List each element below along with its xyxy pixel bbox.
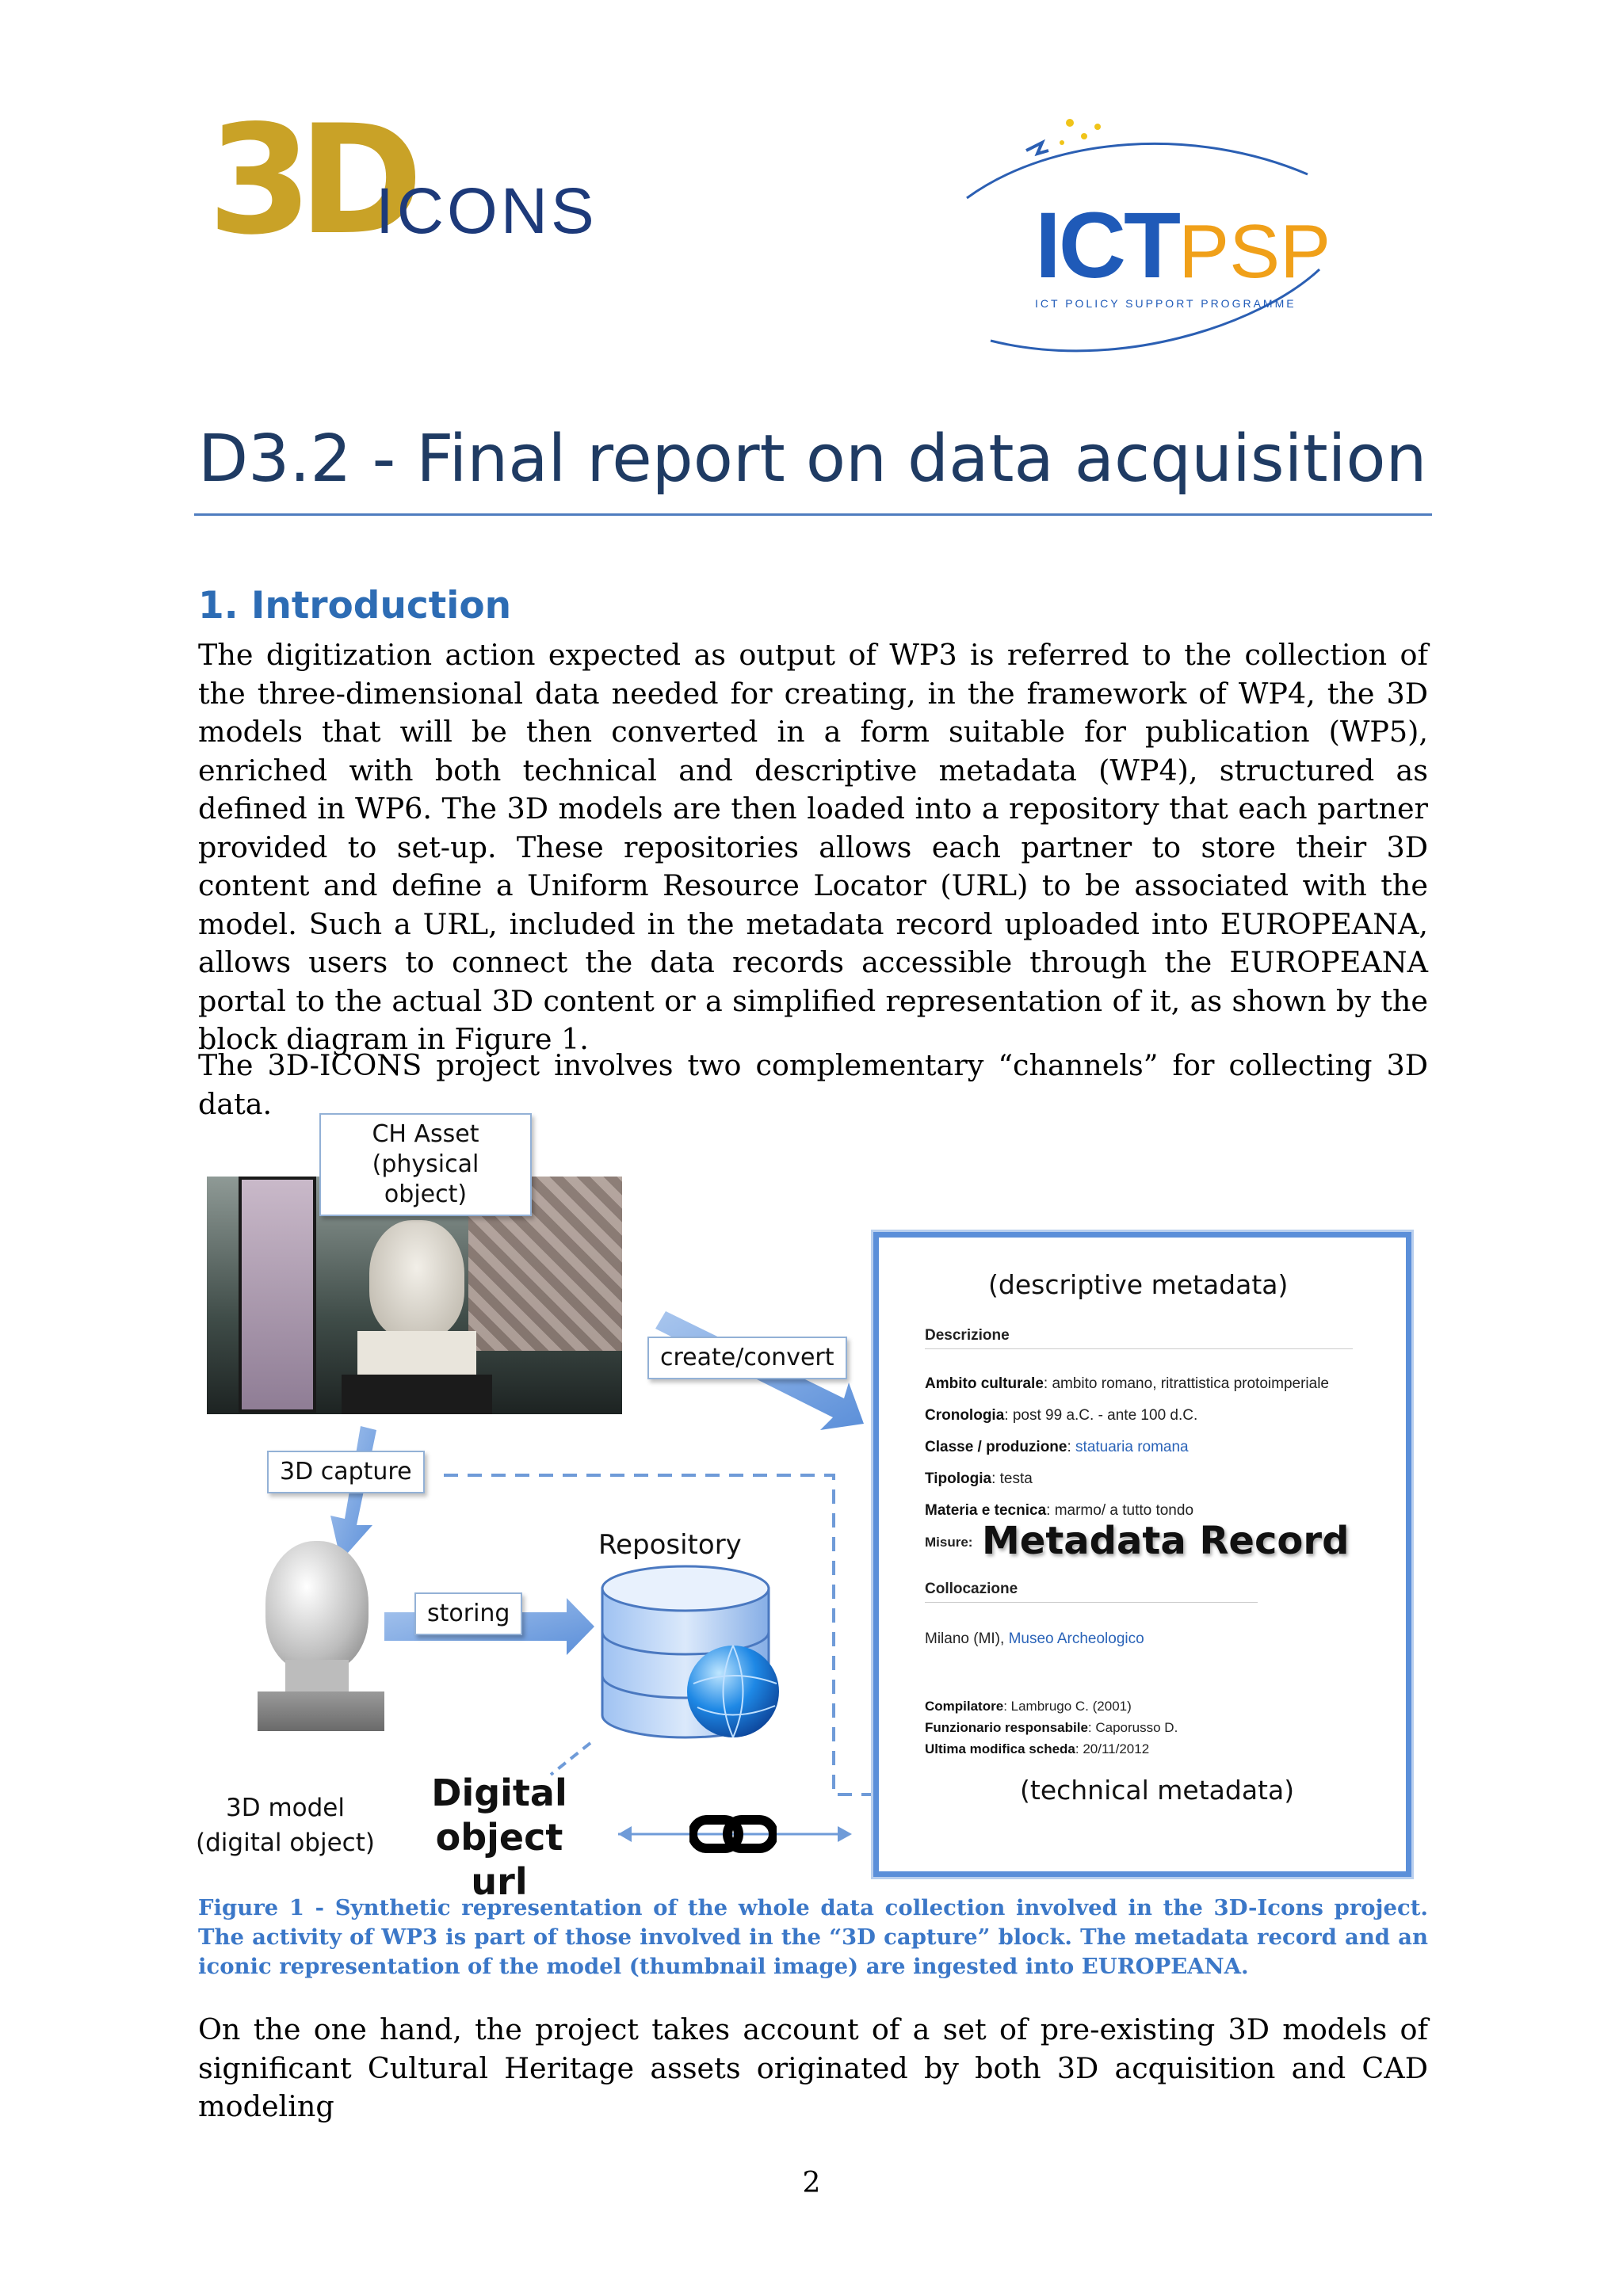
record-luogo: Milano (MI), Museo Archeologico (925, 1630, 1144, 1647)
metadata-record-panel (873, 1232, 1411, 1877)
record-ambito: Ambito culturale: ambito romano, ritrattistica protoimperiale (925, 1375, 1329, 1392)
3d-model-label: 3D model (digital object) (196, 1794, 375, 1857)
figure-caption: Figure 1 - Synthetic representation of the whole data collection involved in the 3D-Icons project. The activity of WP3 is part of those involved in the “3D capture” block. The metadata record and an iconic representation of the model (thumbnail image) are ingested into EUROPEANA. (198, 1895, 1428, 1979)
page-number: 2 (802, 2167, 821, 2199)
page-title: D3.2 - Final report on data acquisition (198, 421, 1427, 497)
channel-one-paragraph: On the one hand, the project takes account of a set of pre-existing 3D models of significant Cultural Heritage assets originated by both 3D acquisition and CAD modeling (198, 2012, 1428, 2123)
figure-1 (194, 1113, 1407, 1903)
record-descrizione: Descrizione (925, 1327, 1010, 1344)
record-divider-2 (925, 1602, 1258, 1603)
record-misure: Misure: (925, 1535, 973, 1550)
3d-model-bust (250, 1541, 388, 1731)
capture-label: 3D capture (267, 1451, 425, 1493)
section-heading: 1. Introduction (198, 584, 512, 627)
ch-asset-label: CH Asset (physical object) (319, 1113, 532, 1216)
logo-icons-text: ICONS (376, 175, 598, 247)
storing-label: storing (414, 1592, 522, 1635)
record-divider (925, 1348, 1353, 1349)
logo-ict-text: ICTPSP (1035, 193, 1331, 298)
technical-metadata-label: (technical metadata) (1020, 1775, 1295, 1806)
3d-icons-logo (208, 93, 598, 268)
digital-object-url-label: Digital object url (431, 1772, 567, 1903)
record-collocazione: Collocazione (925, 1581, 1018, 1597)
logo-3d-mark: 3D (208, 93, 409, 268)
database-icon (586, 1565, 792, 1755)
title-divider (194, 513, 1432, 516)
repository-label: Repository (598, 1529, 742, 1561)
ict-psp-logo (959, 111, 1331, 372)
logo-ict-subtitle: ICT POLICY SUPPORT PROGRAMME (1035, 297, 1296, 310)
record-materia: Materia e tecnica: marmo/ a tutto tondo (925, 1502, 1194, 1519)
link-chain-icon (689, 1810, 777, 1858)
record-classe: Classe / produzione: statuaria romana (925, 1439, 1189, 1455)
intro-paragraph: The digitization action expected as output of WP3 is referred to the collection of the three-dimensional data needed for creating, in the framework of WP4, the 3D models that will be then converted in a form suitable for publication (WP5), enriched with both technical and descriptive metadata (WP4), structured as defined in WP6. The 3D models are then loaded into a repository that each partner provided to set-up. These repositories allows each partner to store their 3D content and define a Uniform Resource Locator (URL) to be associated with the model. Such a URL, included in the metadata record uploaded into EUROPEANA, allows users to connect the data records accessible through the EUROPEANA portal to the actual 3D content or a simplified representation of it, as shown by the block diagram in Figure 1. (198, 638, 1428, 1056)
create-convert-label: create/convert (647, 1337, 847, 1379)
descriptive-metadata-label: (descriptive metadata) (988, 1269, 1289, 1300)
metadata-record-title: Metadata Record (982, 1519, 1350, 1563)
record-compilatore: Compilatore: Lambrugo C. (2001) (925, 1699, 1132, 1714)
channels-paragraph: The 3D-ICONS project involves two complementary “channels” for collecting 3D data. (198, 1048, 1428, 1121)
record-funzionario: Funzionario responsabile: Caporusso D. (925, 1720, 1178, 1735)
record-modifica: Ultima modifica scheda: 20/11/2012 (925, 1741, 1150, 1756)
record-cronologia: Cronologia: post 99 a.C. - ante 100 d.C. (925, 1407, 1198, 1424)
record-tipologia: Tipologia: testa (925, 1470, 1033, 1487)
